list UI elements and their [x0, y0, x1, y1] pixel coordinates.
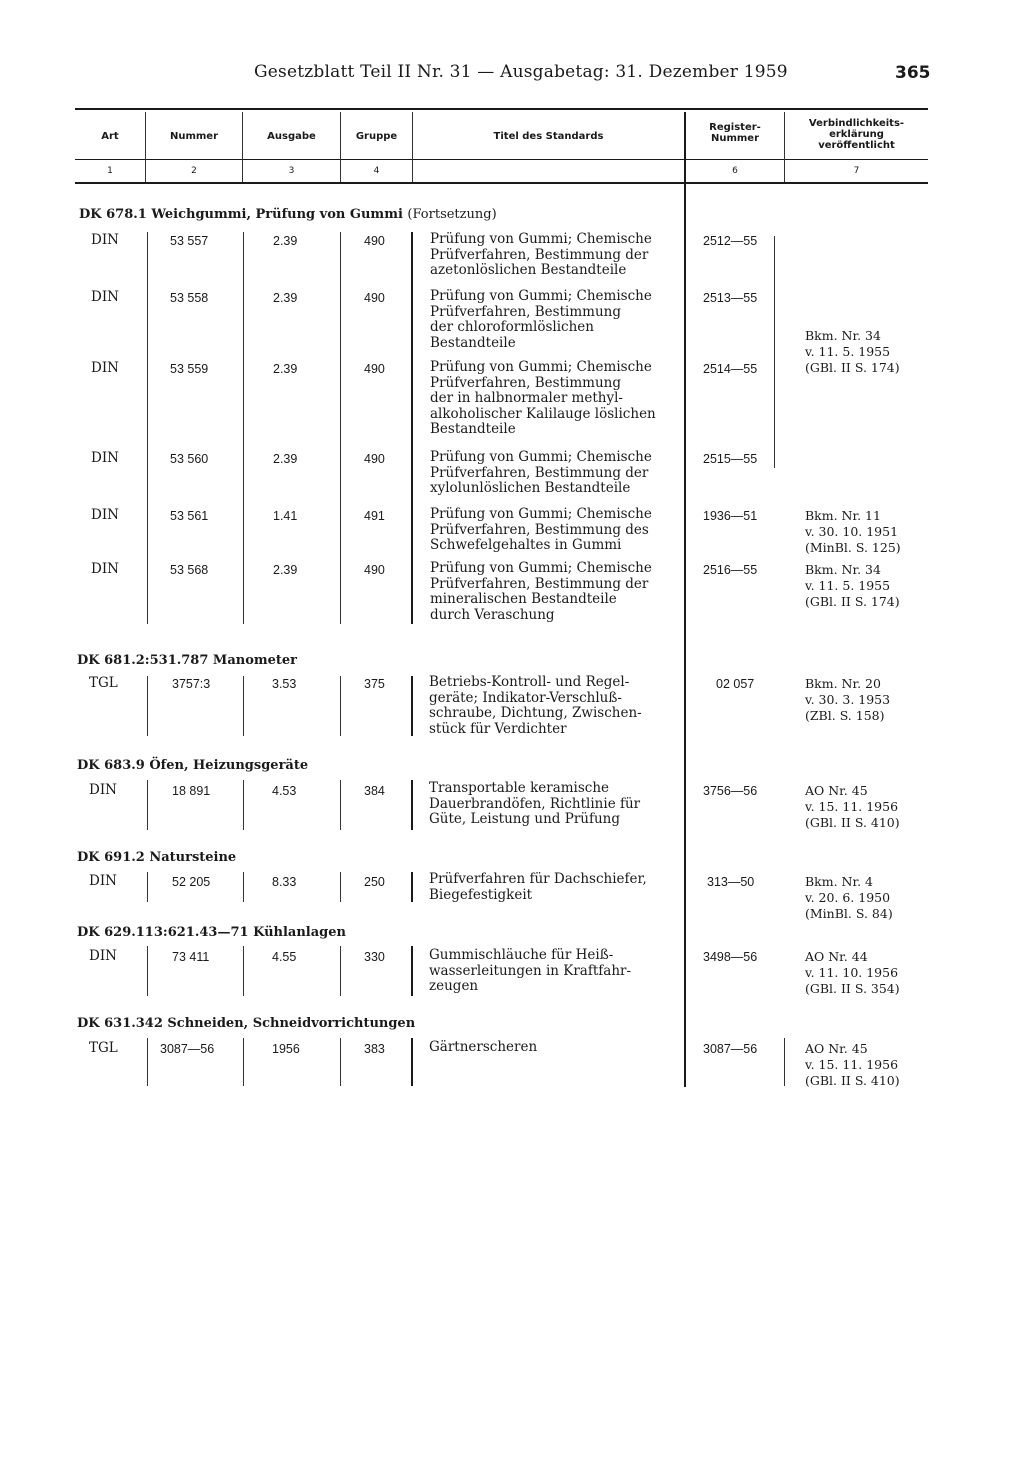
- col-rule: [340, 676, 341, 736]
- section-heading: DK 631.342 Schneiden, Schneidvorrichtungen: [77, 1016, 416, 1031]
- col-rule: [243, 676, 244, 736]
- cell-ausgabe: 2.39: [273, 362, 298, 376]
- col-rule: [243, 232, 244, 624]
- cell-ausgabe: 1.41: [273, 509, 298, 523]
- cell-gruppe: 383: [364, 1042, 385, 1056]
- group-bracket: [774, 236, 775, 468]
- cell-titel: Prüfung von Gummi; Chemische Prüfverfahren, Bestimmung des Schwefelgehaltes in Gummi: [430, 506, 652, 554]
- section-heading: DK 683.9 Öfen, Heizungsgeräte: [77, 758, 309, 773]
- cell-gruppe: 490: [364, 291, 385, 305]
- cell-titel: Prüfung von Gummi; Chemische Prüfverfahren, Bestimmung der mineralischen Bestandteile durch Veraschung: [430, 560, 652, 623]
- section-heading: [79, 207, 497, 222]
- cell-nummer: 53 559: [170, 362, 209, 376]
- section-heading-suffix: (Fortsetzung): [407, 207, 497, 222]
- cell-register: 3087—56: [703, 1042, 758, 1056]
- cell-titel: Transportable keramische Dauerbrandöfen, Richtlinie für Güte, Leistung und Prüfung: [429, 780, 641, 828]
- cell-gruppe: 491: [364, 509, 385, 523]
- section-heading-text: DK 678.1 Weichgummi, Prüfung von Gummi: [79, 207, 403, 222]
- cell-art: DIN: [91, 561, 119, 577]
- cell-reference: Bkm. Nr. 4 v. 20. 6. 1950 (MinBl. S. 84): [805, 874, 893, 921]
- cell-register: 2516—55: [703, 563, 758, 577]
- cell-ausgabe: 4.55: [272, 950, 297, 964]
- cell-gruppe: 490: [364, 452, 385, 466]
- cell-gruppe: 384: [364, 784, 385, 798]
- col-rule: [340, 1038, 341, 1086]
- cell-register: 2513—55: [703, 291, 758, 305]
- col-rule: [243, 872, 244, 902]
- header-mid-rule: [75, 159, 928, 160]
- cell-register: 1936—51: [703, 509, 758, 523]
- cell-register: 3756—56: [703, 784, 758, 798]
- cell-register: 313—50: [707, 875, 755, 889]
- cell-nummer: 53 558: [170, 291, 209, 305]
- cell-register: 02 057: [716, 677, 755, 691]
- cell-art: DIN: [91, 450, 119, 466]
- register-col-left-rule: [684, 112, 686, 1087]
- cell-titel: Prüfung von Gummi; Chemische Prüfverfahren, Bestimmung der chloroformlöslichen Bestandteile: [430, 288, 652, 351]
- cell-reference: Bkm. Nr. 11 v. 30. 10. 1951 (MinBl. S. 125): [805, 508, 901, 555]
- cell-reference: AO Nr. 45 v. 15. 11. 1956 (GBl. II S. 410): [805, 783, 900, 830]
- column-header-register: Register- Nummer: [709, 122, 761, 144]
- cell-gruppe: 250: [364, 875, 385, 889]
- cell-ausgabe: 2.39: [273, 563, 298, 577]
- cell-nummer: 3087—56: [160, 1042, 215, 1056]
- col-rule: [243, 780, 244, 830]
- cell-nummer: 18 891: [172, 784, 211, 798]
- col-rule: [411, 1038, 413, 1086]
- cell-group-reference: Bkm. Nr. 34 v. 11. 5. 1955 (GBl. II S. 174): [805, 328, 900, 375]
- cell-art: DIN: [91, 360, 119, 376]
- cell-gruppe: 375: [364, 677, 385, 691]
- cell-reference: AO Nr. 44 v. 11. 10. 1956 (GBl. II S. 354): [805, 949, 900, 996]
- cell-titel: Prüfung von Gummi; Chemische Prüfverfahren, Bestimmung der azetonlöslichen Bestandteile: [430, 231, 652, 279]
- cell-art: DIN: [91, 232, 119, 248]
- column-number: 6: [732, 166, 738, 176]
- cell-titel: Gummischläuche für Heiß- wasserleitungen in Kraftfahr- zeugen: [429, 947, 632, 995]
- column-number: 4: [373, 166, 380, 176]
- cell-nummer: 53 560: [170, 452, 209, 466]
- col-rule: [411, 780, 413, 830]
- header-bottom-rule: [75, 182, 928, 184]
- cell-ausgabe: 2.39: [273, 234, 298, 248]
- cell-art: TGL: [89, 1040, 118, 1056]
- section-heading: DK 629.113:621.43—71 Kühlanlagen: [77, 925, 346, 940]
- col-rule: [411, 676, 413, 736]
- col-rule: [411, 872, 413, 902]
- cell-gruppe: 490: [364, 563, 385, 577]
- cell-art: DIN: [89, 782, 117, 798]
- col-rule: [147, 232, 148, 624]
- cell-art: TGL: [89, 675, 118, 691]
- column-header-ausgabe: Ausgabe: [267, 131, 316, 142]
- cell-nummer: 53 557: [170, 234, 209, 248]
- cell-titel: Prüfverfahren für Dachschiefer, Biegefestigkeit: [429, 871, 647, 903]
- col-rule: [243, 946, 244, 996]
- col-rule: [340, 780, 341, 830]
- cell-ausgabe: 2.39: [273, 291, 298, 305]
- col-rule: [147, 1038, 148, 1086]
- cell-art: DIN: [91, 289, 119, 305]
- cell-art: DIN: [89, 873, 117, 889]
- cell-titel: Prüfung von Gummi; Chemische Prüfverfahren, Bestimmung der xylolunlöslichen Bestandteile: [430, 449, 652, 497]
- col-rule: [411, 232, 413, 624]
- col-rule: [147, 676, 148, 736]
- column-header-art: Art: [101, 131, 119, 142]
- col-rule: [411, 946, 413, 996]
- cell-gruppe: 490: [364, 362, 385, 376]
- section-heading: DK 691.2 Natursteine: [77, 850, 237, 865]
- cell-reference: Bkm. Nr. 34 v. 11. 5. 1955 (GBl. II S. 174): [805, 562, 900, 609]
- col-rule: [243, 1038, 244, 1086]
- cell-gruppe: 490: [364, 234, 385, 248]
- col-rule: [147, 872, 148, 902]
- column-header-verbindlichkeit: Verbindlichkeits- erklärung veröffentlicht: [808, 118, 905, 151]
- section-heading: DK 681.2:531.787 Manometer: [77, 653, 298, 668]
- col-rule: [340, 946, 341, 996]
- cell-titel: Gärtnerscheren: [429, 1039, 538, 1055]
- cell-reference: AO Nr. 45 v. 15. 11. 1956 (GBl. II S. 410): [805, 1041, 900, 1088]
- cell-ausgabe: 3.53: [272, 677, 297, 691]
- page-number: 365: [895, 63, 931, 83]
- cell-art: DIN: [89, 948, 117, 964]
- cell-register: 3498—56: [703, 950, 758, 964]
- cell-titel: Betriebs-Kontroll- und Regel- geräte; Indikator-Verschluß- schraube, Dichtung, Zwischen- stück für Verdichter: [429, 674, 642, 737]
- cell-titel: Prüfung von Gummi; Chemische Prüfverfahren, Bestimmung der in halbnormaler methyl- alkoholischer Kalilauge löslichen Bestandteile: [430, 359, 656, 438]
- col-rule: [340, 232, 341, 624]
- cell-nummer: 73 411: [172, 950, 210, 964]
- table-top-rule: [75, 108, 928, 110]
- cell-register: 2514—55: [703, 362, 758, 376]
- cell-ausgabe: 1956: [272, 1042, 300, 1056]
- cell-ausgabe: 2.39: [273, 452, 298, 466]
- column-header-nummer: Nummer: [169, 131, 219, 142]
- running-header-title: Gesetzblatt Teil II Nr. 31 — Ausgabetag: 31. Dezember 1959: [254, 62, 788, 82]
- cell-art: DIN: [91, 507, 119, 523]
- column-number: 1: [107, 166, 113, 176]
- column-number: 3: [288, 166, 295, 176]
- column-number: 2: [191, 166, 197, 176]
- column-number: 7: [853, 166, 860, 176]
- cell-register: 2512—55: [703, 234, 758, 248]
- cell-nummer: 53 561: [170, 509, 209, 523]
- cell-gruppe: 330: [364, 950, 385, 964]
- cell-nummer: 53 568: [170, 563, 209, 577]
- cell-nummer: 52 205: [172, 875, 211, 889]
- header-col-sep: [412, 112, 413, 182]
- cell-nummer: 3757:3: [172, 677, 211, 691]
- col-rule: [784, 1038, 785, 1086]
- col-rule: [340, 872, 341, 902]
- col-rule: [147, 946, 148, 996]
- cell-ausgabe: 4.53: [272, 784, 297, 798]
- column-header-titel: Titel des Standards: [493, 131, 604, 142]
- cell-ausgabe: 8.33: [272, 875, 297, 889]
- cell-reference: Bkm. Nr. 20 v. 30. 3. 1953 (ZBl. S. 158): [805, 676, 891, 723]
- cell-register: 2515—55: [703, 452, 758, 466]
- column-header-gruppe: Gruppe: [355, 131, 398, 142]
- col-rule: [147, 780, 148, 830]
